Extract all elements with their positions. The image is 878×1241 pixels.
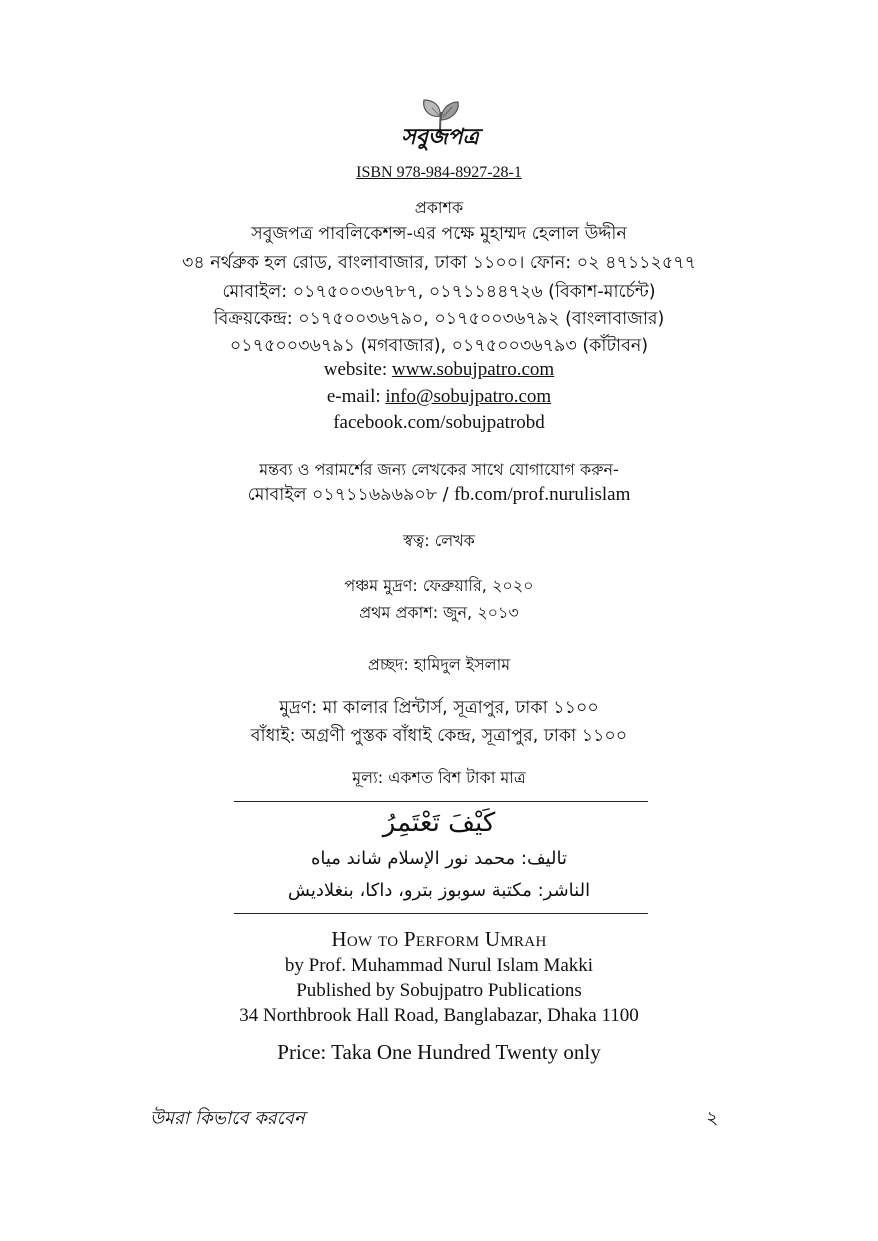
website-label: website: — [323, 359, 392, 380]
sales-centers-1: বিক্রয়কেন্দ্র: ০১৭৫০০৩৬৭৯০, ০১৭৫০০৩৬৭৯২ (বাংলাবাজার) — [213, 309, 665, 329]
publisher-address: ৩৪ নর্থব্রুক হল রোড, বাংলাবাজার, ঢাকা ১১০০। ফোন: ০২ ৪৭১১২৫৭৭ — [181, 253, 697, 273]
english-price: Price: Taka One Hundred Twenty only — [277, 1040, 601, 1064]
divider-bottom — [234, 913, 648, 914]
logo-wordmark: সবুজপত্র — [401, 125, 479, 150]
arabic-publisher: الناشر: مكتبة سوبوز بترو، داكا، بنغلاديش — [287, 880, 591, 901]
email-link[interactable]: info@sobujpatro.com — [385, 386, 552, 407]
contact-line — [0, 482, 878, 511]
contact-fb-link[interactable]: fb.com/prof.nurulislam — [454, 484, 631, 505]
facebook-link[interactable]: facebook.com/sobujpatrobd — [333, 412, 545, 433]
contact-mobile: মোবাইল ০১৭১১৬৯৬৯০৮ / — [247, 485, 455, 505]
copyright: স্বত্ব: লেখক — [403, 531, 475, 550]
english-publisher: Published by Sobujpatro Publications — [296, 980, 582, 1001]
arabic-author: تاليف: محمد نور الإسلام شاند مياه — [310, 848, 568, 869]
isbn: ISBN 978-984-8927-28-1 — [356, 164, 522, 181]
english-title: How to Perform Umrah — [331, 927, 547, 951]
cover-designer: প্রচ্ছদ: হামিদুল ইসলাম — [367, 655, 511, 674]
price-bengali: মূল্য: একশত বিশ টাকা মাত্র — [352, 768, 526, 787]
running-footer-title: উমরা কিভাবে করবেন — [150, 1108, 305, 1129]
arabic-title: كَيْفَ تَعْتَمِرُ — [382, 808, 496, 838]
printer: মুদ্রণ: মা কালার প্রিন্টার্স, সূত্রাপুর, ঢাকা ১১০০ — [279, 698, 599, 718]
publisher-mobile: মোবাইল: ০১৭৫০০৩৬৭৮৭, ০১৭১১৪৪৭২৬ (বিকাশ-মার্চেন্ট) — [222, 282, 656, 302]
divider-top — [234, 801, 648, 802]
page-number: ২ — [706, 1107, 719, 1129]
website-line — [0, 359, 878, 381]
contact-note: মন্তব্য ও পরামর্শের জন্য লেখকের সাথে যোগাযোগ করুন- — [259, 460, 619, 479]
email-label: e-mail: — [326, 386, 386, 407]
publisher-line-1: সবুজপত্র পাবলিকেশন্স-এর পক্ষে মুহাম্মদ হেলাল উদ্দীন — [251, 224, 627, 244]
sales-centers-2: ০১৭৫০০৩৬৭৯১ (মগবাজার), ০১৭৫০০৩৬৭৯৩ (কাঁটাবন) — [229, 336, 649, 356]
english-address: 34 Northbrook Hall Road, Banglabazar, Dhaka 1100 — [239, 1005, 639, 1026]
english-author: by Prof. Muhammad Nurul Islam Makki — [284, 955, 594, 976]
publisher-heading: প্রকাশক — [414, 198, 464, 217]
website-link[interactable]: www.sobujpatro.com — [391, 359, 555, 380]
binder: বাঁধাই: অগ্রণী পুস্তক বাঁধাই কেন্দ্র, সূত্রাপুর, ঢাকা ১১০০ — [250, 726, 628, 746]
publisher-logo — [394, 94, 486, 166]
fifth-print: পঞ্চম মুদ্রণ: ফেব্রুয়ারি, ২০২০ — [344, 576, 534, 595]
first-publication: প্রথম প্রকাশ: জুন, ২০১৩ — [359, 603, 519, 622]
email-line — [0, 386, 878, 408]
